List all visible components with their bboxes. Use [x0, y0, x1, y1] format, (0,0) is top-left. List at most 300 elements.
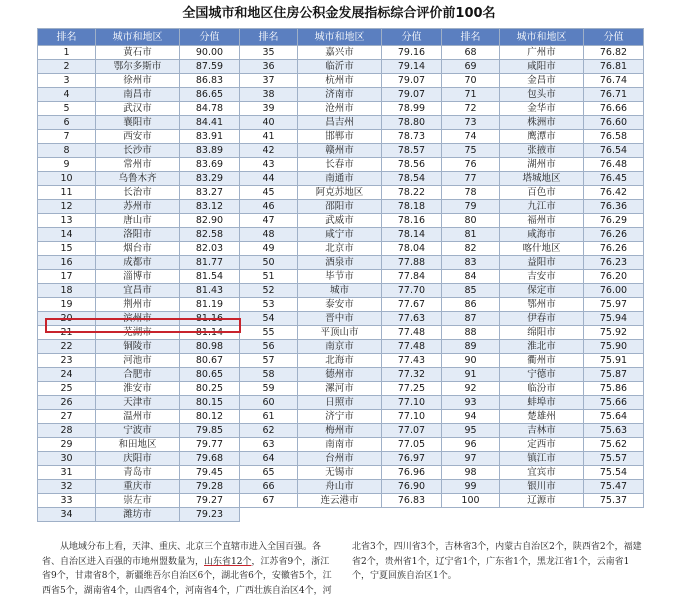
cell-empty	[500, 508, 584, 522]
cell-score: 77.10	[382, 410, 442, 424]
cell-city: 绵阳市	[500, 326, 584, 340]
cell-score: 75.63	[584, 424, 644, 438]
cell-score: 75.92	[584, 326, 644, 340]
cell-rank: 95	[442, 424, 500, 438]
cell-city: 宜昌市	[96, 284, 180, 298]
table-row	[38, 382, 644, 396]
cell-score: 76.54	[584, 144, 644, 158]
cell-city: 西安市	[96, 130, 180, 144]
cell-city: 武威市	[298, 214, 382, 228]
cell-city: 吉林市	[500, 424, 584, 438]
cell-city: 南通市	[298, 172, 382, 186]
cell-rank: 93	[442, 396, 500, 410]
cell-empty	[240, 508, 298, 522]
cell-rank: 97	[442, 452, 500, 466]
cell-city: 伊春市	[500, 312, 584, 326]
cell-score: 77.88	[382, 256, 442, 270]
cell-city: 毕节市	[298, 270, 382, 284]
header-city: 城市和地区	[96, 29, 180, 46]
cell-rank: 11	[38, 186, 96, 200]
cell-score: 83.69	[180, 158, 240, 172]
cell-score: 84.78	[180, 102, 240, 116]
cell-score: 78.14	[382, 228, 442, 242]
cell-score: 76.36	[584, 200, 644, 214]
cell-city: 临沂市	[298, 60, 382, 74]
cell-score: 76.66	[584, 102, 644, 116]
cell-score: 75.97	[584, 298, 644, 312]
cell-score: 76.29	[584, 214, 644, 228]
cell-rank: 27	[38, 410, 96, 424]
cell-score: 77.43	[382, 354, 442, 368]
cell-city: 长沙市	[96, 144, 180, 158]
cell-score: 76.26	[584, 242, 644, 256]
table-row	[38, 158, 644, 172]
cell-score: 79.23	[180, 508, 240, 522]
cell-rank: 26	[38, 396, 96, 410]
cell-rank: 7	[38, 130, 96, 144]
table-row	[38, 480, 644, 494]
cell-score: 81.19	[180, 298, 240, 312]
cell-city: 潍坊市	[96, 508, 180, 522]
cell-city: 徐州市	[96, 74, 180, 88]
cell-score: 76.60	[584, 116, 644, 130]
cell-rank: 43	[240, 158, 298, 172]
cell-score: 87.59	[180, 60, 240, 74]
cell-score: 79.16	[382, 46, 442, 60]
cell-rank: 19	[38, 298, 96, 312]
cell-rank: 84	[442, 270, 500, 284]
cell-city: 城市	[298, 284, 382, 298]
cell-rank: 78	[442, 186, 500, 200]
table-row	[38, 270, 644, 284]
cell-rank: 38	[240, 88, 298, 102]
cell-rank: 41	[240, 130, 298, 144]
table-row	[38, 200, 644, 214]
cell-rank: 69	[442, 60, 500, 74]
cell-rank: 62	[240, 424, 298, 438]
cell-score: 86.83	[180, 74, 240, 88]
notes-left-text-a: 从地域分布上看，天津、重庆、北京三个直辖市进入全国百强。各省、自治区进入百强的市地州盟数量为，	[42, 542, 322, 567]
cell-score: 76.96	[382, 466, 442, 480]
cell-score: 78.73	[382, 130, 442, 144]
cell-rank: 72	[442, 102, 500, 116]
table-row	[38, 466, 644, 480]
cell-score: 75.94	[584, 312, 644, 326]
cell-city: 成都市	[96, 256, 180, 270]
cell-city: 塔城地区	[500, 172, 584, 186]
cell-rank: 75	[442, 144, 500, 158]
cell-rank: 3	[38, 74, 96, 88]
cell-city: 临汾市	[500, 382, 584, 396]
header-rank: 排名	[442, 29, 500, 46]
cell-score: 76.71	[584, 88, 644, 102]
cell-city: 武汉市	[96, 102, 180, 116]
cell-city: 金昌市	[500, 74, 584, 88]
cell-city: 益阳市	[500, 256, 584, 270]
cell-city: 昌吉州	[298, 116, 382, 130]
cell-city: 日照市	[298, 396, 382, 410]
table-row	[38, 242, 644, 256]
cell-rank: 70	[442, 74, 500, 88]
cell-rank: 10	[38, 172, 96, 186]
cell-score: 83.91	[180, 130, 240, 144]
cell-city: 金华市	[500, 102, 584, 116]
cell-score: 90.00	[180, 46, 240, 60]
cell-rank: 17	[38, 270, 96, 284]
cell-rank: 61	[240, 410, 298, 424]
cell-score: 80.65	[180, 368, 240, 382]
cell-score: 80.25	[180, 382, 240, 396]
cell-score: 83.12	[180, 200, 240, 214]
cell-city: 宁德市	[500, 368, 584, 382]
table-row	[38, 46, 644, 60]
cell-city: 襄阳市	[96, 116, 180, 130]
table-row	[38, 298, 644, 312]
cell-rank: 13	[38, 214, 96, 228]
cell-score: 77.07	[382, 424, 442, 438]
cell-score: 77.32	[382, 368, 442, 382]
cell-rank: 51	[240, 270, 298, 284]
cell-score: 77.48	[382, 326, 442, 340]
cell-score: 75.57	[584, 452, 644, 466]
cell-city: 平顶山市	[298, 326, 382, 340]
cell-city: 定西市	[500, 438, 584, 452]
cell-score: 78.56	[382, 158, 442, 172]
cell-city: 唐山市	[96, 214, 180, 228]
cell-rank: 50	[240, 256, 298, 270]
cell-city: 株洲市	[500, 116, 584, 130]
header-rank: 排名	[240, 29, 298, 46]
cell-city: 台州市	[298, 452, 382, 466]
cell-rank: 74	[442, 130, 500, 144]
cell-rank: 45	[240, 186, 298, 200]
cell-score: 75.66	[584, 396, 644, 410]
cell-city: 咸阳市	[500, 60, 584, 74]
table-row	[38, 424, 644, 438]
cell-rank: 52	[240, 284, 298, 298]
cell-city: 黄石市	[96, 46, 180, 60]
cell-city: 阿克苏地区	[298, 186, 382, 200]
cell-rank: 12	[38, 200, 96, 214]
cell-city: 北海市	[298, 354, 382, 368]
cell-rank: 35	[240, 46, 298, 60]
cell-rank: 4	[38, 88, 96, 102]
page-title: 全国城市和地区住房公积金发展指标综合评价前100名	[182, 6, 496, 21]
cell-rank: 53	[240, 298, 298, 312]
table-row	[38, 74, 644, 88]
cell-score: 78.99	[382, 102, 442, 116]
cell-score: 78.16	[382, 214, 442, 228]
cell-score: 78.57	[382, 144, 442, 158]
cell-score: 76.90	[382, 480, 442, 494]
cell-rank: 81	[442, 228, 500, 242]
cell-rank: 22	[38, 340, 96, 354]
table-row	[38, 340, 644, 354]
table-row	[38, 312, 644, 326]
cell-rank: 32	[38, 480, 96, 494]
cell-rank: 1	[38, 46, 96, 60]
cell-city: 酒泉市	[298, 256, 382, 270]
cell-rank: 80	[442, 214, 500, 228]
cell-city: 保定市	[500, 284, 584, 298]
cell-city: 舟山市	[298, 480, 382, 494]
cell-city: 广州市	[500, 46, 584, 60]
cell-city: 铜陵市	[96, 340, 180, 354]
cell-city: 宜宾市	[500, 466, 584, 480]
cell-score: 76.82	[584, 46, 644, 60]
cell-score: 80.67	[180, 354, 240, 368]
cell-score: 83.29	[180, 172, 240, 186]
cell-rank: 21	[38, 326, 96, 340]
cell-city: 梅州市	[298, 424, 382, 438]
cell-score: 76.23	[584, 256, 644, 270]
cell-city: 庆阳市	[96, 452, 180, 466]
table-row	[38, 60, 644, 74]
cell-score: 78.22	[382, 186, 442, 200]
cell-city: 长春市	[298, 158, 382, 172]
cell-score: 76.97	[382, 452, 442, 466]
cell-score: 79.77	[180, 438, 240, 452]
cell-score: 81.77	[180, 256, 240, 270]
cell-city: 鄂尔多斯市	[96, 60, 180, 74]
cell-city: 湖州市	[500, 158, 584, 172]
cell-score: 78.80	[382, 116, 442, 130]
cell-rank: 14	[38, 228, 96, 242]
cell-score: 76.81	[584, 60, 644, 74]
cell-city: 天津市	[96, 396, 180, 410]
cell-score: 81.54	[180, 270, 240, 284]
cell-city: 德州市	[298, 368, 382, 382]
cell-city: 蚌埠市	[500, 396, 584, 410]
cell-rank: 46	[240, 200, 298, 214]
cell-city: 镇江市	[500, 452, 584, 466]
cell-rank: 5	[38, 102, 96, 116]
cell-score: 76.48	[584, 158, 644, 172]
cell-rank: 24	[38, 368, 96, 382]
cell-rank: 20	[38, 312, 96, 326]
cell-rank: 77	[442, 172, 500, 186]
cell-score: 77.25	[382, 382, 442, 396]
table-row	[38, 228, 644, 242]
cell-score: 77.48	[382, 340, 442, 354]
header-rank: 排名	[38, 29, 96, 46]
cell-city: 淮北市	[500, 340, 584, 354]
cell-city: 沧州市	[298, 102, 382, 116]
cell-rank: 63	[240, 438, 298, 452]
cell-score: 80.15	[180, 396, 240, 410]
header-score: 分值	[584, 29, 644, 46]
header-score: 分值	[180, 29, 240, 46]
cell-rank: 28	[38, 424, 96, 438]
cell-score: 80.12	[180, 410, 240, 424]
cell-city: 赣州市	[298, 144, 382, 158]
cell-rank: 99	[442, 480, 500, 494]
notes-right: 北省3个，四川省3个，吉林省3个，内蒙古自治区2个，陕西省2个，福建省2个，贵州省1个，辽宁省1个，广东省1个，黑龙江省1个，云南省1个，宁夏回族自治区1个。	[352, 542, 642, 581]
header-city: 城市和地区	[298, 29, 382, 46]
cell-rank: 6	[38, 116, 96, 130]
cell-city: 南昌市	[96, 88, 180, 102]
cell-score: 82.03	[180, 242, 240, 256]
cell-rank: 18	[38, 284, 96, 298]
cell-rank: 85	[442, 284, 500, 298]
cell-rank: 37	[240, 74, 298, 88]
cell-rank: 31	[38, 466, 96, 480]
cell-score: 75.47	[584, 480, 644, 494]
table-row	[38, 410, 644, 424]
cell-city: 常州市	[96, 158, 180, 172]
cell-rank: 42	[240, 144, 298, 158]
cell-score: 77.84	[382, 270, 442, 284]
cell-city: 张掖市	[500, 144, 584, 158]
cell-score: 77.10	[382, 396, 442, 410]
cell-rank: 60	[240, 396, 298, 410]
cell-rank: 100	[442, 494, 500, 508]
cell-city: 衢州市	[500, 354, 584, 368]
table-row	[38, 508, 644, 522]
cell-score: 79.07	[382, 88, 442, 102]
table-header-row	[38, 29, 644, 46]
cell-city: 合肥市	[96, 368, 180, 382]
cell-score: 76.20	[584, 270, 644, 284]
cell-city: 南京市	[298, 340, 382, 354]
cell-city: 漯河市	[298, 382, 382, 396]
cell-score: 76.83	[382, 494, 442, 508]
cell-city: 河池市	[96, 354, 180, 368]
cell-rank: 82	[442, 242, 500, 256]
cell-rank: 66	[240, 480, 298, 494]
cell-empty	[382, 508, 442, 522]
cell-score: 79.28	[180, 480, 240, 494]
cell-city: 喀什地区	[500, 242, 584, 256]
cell-rank: 83	[442, 256, 500, 270]
cell-rank: 40	[240, 116, 298, 130]
cell-score: 77.70	[382, 284, 442, 298]
cell-city: 南南市	[298, 438, 382, 452]
table-row	[38, 172, 644, 186]
cell-rank: 54	[240, 312, 298, 326]
table-row	[38, 116, 644, 130]
cell-city: 泰安市	[298, 298, 382, 312]
cell-rank: 64	[240, 452, 298, 466]
cell-rank: 25	[38, 382, 96, 396]
cell-city: 邯郸市	[298, 130, 382, 144]
cell-rank: 29	[38, 438, 96, 452]
cell-rank: 91	[442, 368, 500, 382]
cell-rank: 65	[240, 466, 298, 480]
cell-city: 芜湖市	[96, 326, 180, 340]
cell-score: 75.54	[584, 466, 644, 480]
cell-rank: 15	[38, 242, 96, 256]
cell-rank: 87	[442, 312, 500, 326]
cell-city: 苏州市	[96, 200, 180, 214]
cell-city: 辽源市	[500, 494, 584, 508]
cell-score: 79.45	[180, 466, 240, 480]
cell-score: 80.98	[180, 340, 240, 354]
cell-rank: 94	[442, 410, 500, 424]
cell-rank: 79	[442, 200, 500, 214]
cell-rank: 86	[442, 298, 500, 312]
cell-score: 75.37	[584, 494, 644, 508]
cell-score: 75.86	[584, 382, 644, 396]
cell-score: 76.58	[584, 130, 644, 144]
cell-city: 淄博市	[96, 270, 180, 284]
cell-rank: 71	[442, 88, 500, 102]
cell-rank: 16	[38, 256, 96, 270]
table-row	[38, 144, 644, 158]
cell-score: 76.00	[584, 284, 644, 298]
cell-empty	[442, 508, 500, 522]
table-row	[38, 368, 644, 382]
table-row	[38, 186, 644, 200]
cell-city: 崇左市	[96, 494, 180, 508]
cell-city: 咸海市	[500, 228, 584, 242]
cell-rank: 98	[442, 466, 500, 480]
cell-rank: 96	[442, 438, 500, 452]
cell-score: 77.67	[382, 298, 442, 312]
cell-city: 咸宁市	[298, 228, 382, 242]
cell-rank: 44	[240, 172, 298, 186]
cell-score: 81.14	[180, 326, 240, 340]
cell-score: 76.74	[584, 74, 644, 88]
cell-score: 79.27	[180, 494, 240, 508]
cell-rank: 76	[442, 158, 500, 172]
table-row	[38, 130, 644, 144]
header-score: 分值	[382, 29, 442, 46]
cell-city: 滨州市	[96, 312, 180, 326]
cell-rank: 23	[38, 354, 96, 368]
cell-rank: 57	[240, 354, 298, 368]
table-row	[38, 88, 644, 102]
cell-city: 长治市	[96, 186, 180, 200]
cell-rank: 36	[240, 60, 298, 74]
cell-score: 79.14	[382, 60, 442, 74]
cell-city: 杭州市	[298, 74, 382, 88]
cell-city: 吉安市	[500, 270, 584, 284]
notes-left-text-b: ，江苏省9个，浙江省9个，甘肃省8个，新疆维吾尔自治区6个，湖北省6个，安徽省5个，江西省5个，湖南省4个，山西省4个，河南省4个，广西壮族自治区4个，河	[42, 556, 332, 596]
cell-rank: 9	[38, 158, 96, 172]
cell-score: 79.85	[180, 424, 240, 438]
table-row	[38, 214, 644, 228]
table-row	[38, 452, 644, 466]
cell-city: 和田地区	[96, 438, 180, 452]
notes-left	[42, 540, 338, 598]
cell-score: 76.26	[584, 228, 644, 242]
cell-city: 宁波市	[96, 424, 180, 438]
cell-rank: 39	[240, 102, 298, 116]
table-row	[38, 102, 644, 116]
cell-rank: 58	[240, 368, 298, 382]
cell-score: 81.16	[180, 312, 240, 326]
cell-rank: 59	[240, 382, 298, 396]
notes-left-underlined: 山东省12个	[204, 556, 252, 567]
cell-city: 北京市	[298, 242, 382, 256]
cell-rank: 67	[240, 494, 298, 508]
table-row	[38, 284, 644, 298]
cell-city: 百色市	[500, 186, 584, 200]
cell-score: 75.90	[584, 340, 644, 354]
cell-score: 86.65	[180, 88, 240, 102]
cell-rank: 89	[442, 340, 500, 354]
cell-score: 76.42	[584, 186, 644, 200]
cell-city: 重庆市	[96, 480, 180, 494]
cell-rank: 30	[38, 452, 96, 466]
table-row	[38, 326, 644, 340]
cell-city: 福州市	[500, 214, 584, 228]
cell-city: 烟台市	[96, 242, 180, 256]
cell-city: 银川市	[500, 480, 584, 494]
cell-rank: 73	[442, 116, 500, 130]
cell-rank: 49	[240, 242, 298, 256]
